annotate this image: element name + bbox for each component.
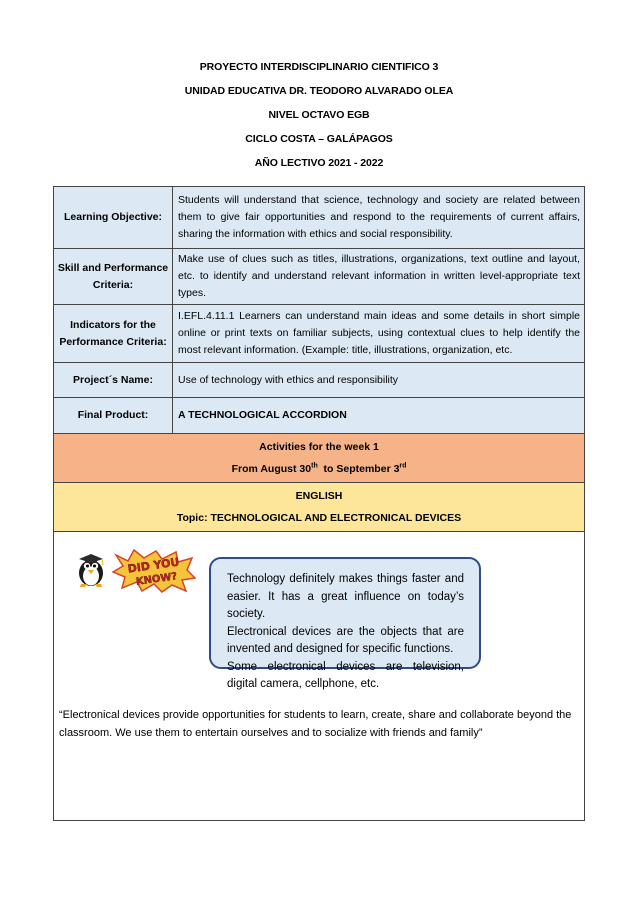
skill-value: Make use of clues such as titles, illustrations, organizations, text outline and layout, etc. to identify and understand relevant information in written level-appropriate text types. xyxy=(173,249,585,305)
subject-cell xyxy=(54,483,585,532)
row-week xyxy=(54,434,585,483)
know-text: KNOW? xyxy=(135,571,178,588)
row-final-product xyxy=(54,398,585,434)
final-product-value: A TECHNOLOGICAL ACCORDION xyxy=(173,398,585,434)
info-bubble xyxy=(209,557,481,690)
bubble-paragraph-1: Technology definitely makes things faster and easier. It has a great influence on today’s society. xyxy=(227,573,464,620)
row-subject xyxy=(54,483,585,532)
cycle: CICLO COSTA – GALÁPAGOS xyxy=(245,133,393,145)
row-learning-objective xyxy=(54,187,585,249)
date-to: to September 3 xyxy=(317,463,400,475)
bubble-paragraph-2: Electronical devices are the objects that are invented and designed for specific functions. xyxy=(227,625,464,655)
project-name-label: Project´s Name: xyxy=(54,363,173,398)
subject-topic: Topic: TECHNOLOGICAL AND ELECTRONICAL DEVICES xyxy=(176,512,462,524)
content-cell xyxy=(54,532,585,821)
week-cell xyxy=(54,434,585,483)
quote-text: “Electronical devices provide opportunities for students to learn, create, share and collaborate beyond the classroom. We use them to entertain ourselves and to socialize with friends and family” xyxy=(59,709,572,739)
penguin-graduate-icon xyxy=(76,551,106,587)
project-title: PROYECTO INTERDISCIPLINARIO CIENTIFICO 3 xyxy=(199,61,439,73)
project-name-value: Use of technology with ethics and responsibility xyxy=(173,363,585,398)
school-name: UNIDAD EDUCATIVA DR. TEODORO ALVARADO OLEA xyxy=(184,85,454,97)
learning-objective-label: Learning Objective: xyxy=(54,187,173,249)
date-from: From August 30 xyxy=(231,463,312,475)
did-you-know-graphic xyxy=(112,549,196,593)
row-project-name xyxy=(54,363,585,398)
planning-table xyxy=(53,186,585,821)
row-indicators xyxy=(54,305,585,363)
week-title: Activities for the week 1 xyxy=(259,441,379,453)
date-to-suffix: rd xyxy=(399,462,407,470)
date-from-suffix: th xyxy=(311,462,318,470)
subject-name: ENGLISH xyxy=(295,490,343,502)
learning-objective-value: Students will understand that science, technology and society are related between them to give fair opportunities and respond to the requirements of current affairs, sharing the information with ethics and social responsibility. xyxy=(173,187,585,249)
school-year: AÑO LECTIVO 2021 - 2022 xyxy=(254,157,384,169)
skill-label: Skill and Performance Criteria: xyxy=(54,249,173,305)
did-you-text: DID YOU xyxy=(126,555,181,576)
grade-level: NIVEL OCTAVO EGB xyxy=(268,109,370,121)
final-product-label: Final Product: xyxy=(54,398,173,434)
bubble-paragraph-3: Some electronical devices are television, digital camera, cellphone, etc. xyxy=(227,660,464,690)
indicators-value: I.EFL.4.11.1 Learners can understand main ideas and some details in short simple online or print texts on familiar subjects, using contextual clues to help identify the most relevant information. (Example: title, illustrations, organization, etc. xyxy=(173,305,585,363)
row-skill xyxy=(54,249,585,305)
row-content xyxy=(54,532,585,821)
indicators-label: Indicators for the Performance Criteria: xyxy=(54,305,173,363)
week-dates xyxy=(54,458,584,480)
